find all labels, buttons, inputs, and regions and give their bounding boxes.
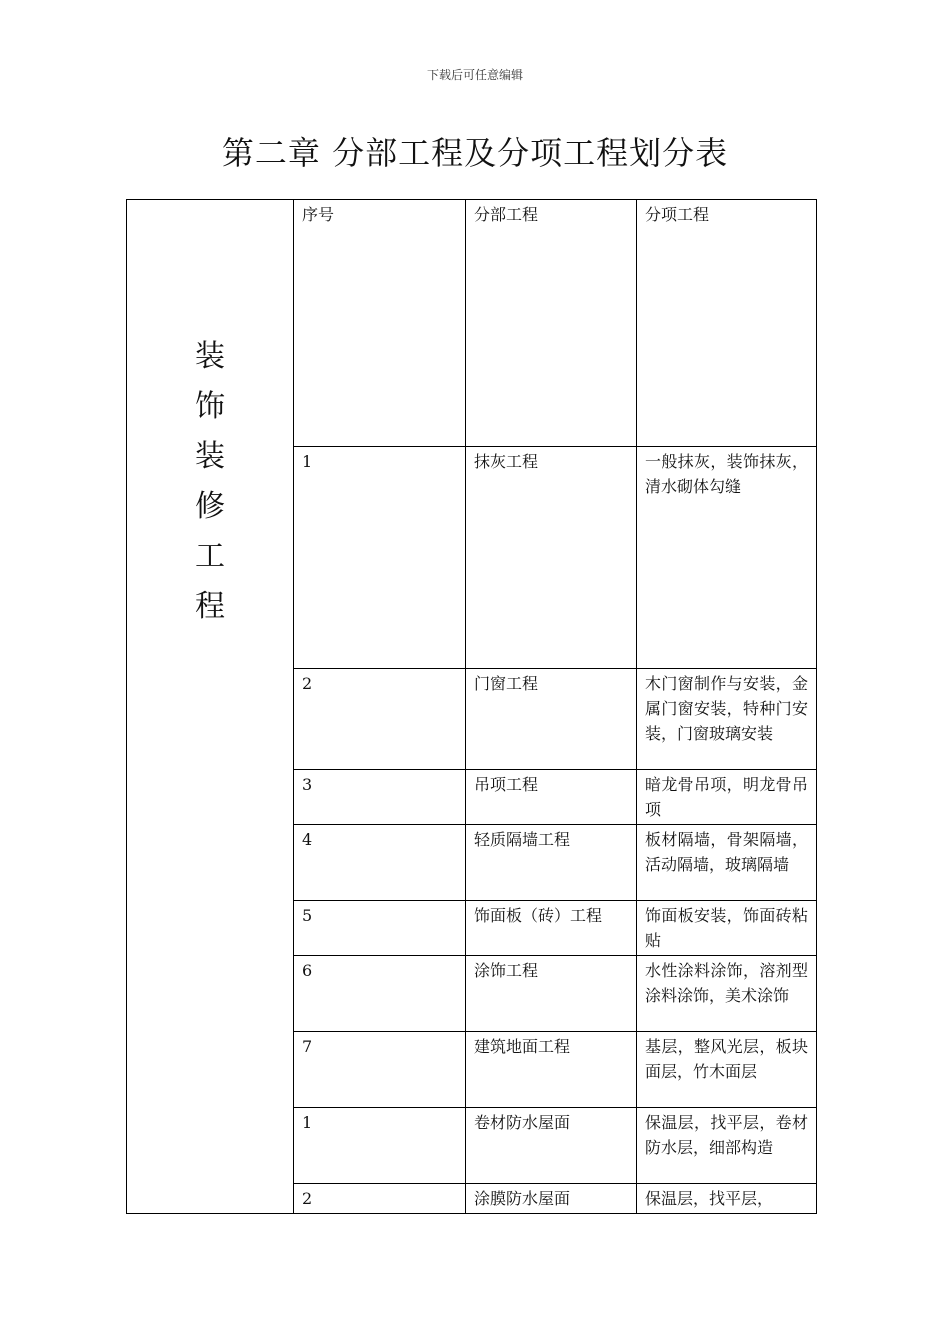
- row-division: 涂膜防水屋面: [466, 1184, 637, 1214]
- header-division: 分部工程: [466, 200, 637, 447]
- row-subitem: 水性涂料涂饰，溶剂型涂料涂饰，美术涂饰: [637, 956, 817, 1032]
- table-header-row: [127, 200, 817, 447]
- row-index: 2: [294, 669, 466, 770]
- row-division: 吊项工程: [466, 770, 637, 825]
- row-division: 涂饰工程: [466, 956, 637, 1032]
- row-division: 卷材防水屋面: [466, 1108, 637, 1184]
- division-table: [126, 199, 817, 1214]
- page-header-note: 下载后可任意编辑: [426, 68, 523, 82]
- row-index: 1: [294, 1108, 466, 1184]
- row-subitem: 暗龙骨吊项，明龙骨吊项: [637, 770, 817, 825]
- row-index: 6: [294, 956, 466, 1032]
- row-index: 3: [294, 770, 466, 825]
- row-subitem: 板材隔墙，骨架隔墙，活动隔墙，玻璃隔墙: [637, 825, 817, 901]
- row-division: 建筑地面工程: [466, 1032, 637, 1108]
- row-subitem: 保温层，找平层，: [637, 1184, 817, 1214]
- row-division: 门窗工程: [466, 669, 637, 770]
- row-subitem: 基层，整风光层，板块面层，竹木面层: [637, 1032, 817, 1108]
- page-title: 第二章 分部工程及分项工程划分表: [221, 134, 729, 172]
- header-index: 序号: [294, 200, 466, 447]
- row-subitem: 保温层，找平层，卷材防水层，细部构造: [637, 1108, 817, 1184]
- row-division: 轻质隔墙工程: [466, 825, 637, 901]
- row-index: 7: [294, 1032, 466, 1108]
- row-index: 5: [294, 901, 466, 956]
- row-division: 饰面板（砖）工程: [466, 901, 637, 956]
- header-subitem: 分项工程: [637, 200, 817, 447]
- side-label-cell: [127, 200, 294, 1214]
- row-subitem: 饰面板安装，饰面砖粘贴: [637, 901, 817, 956]
- row-division: 抹灰工程: [466, 447, 637, 669]
- row-index: 1: [294, 447, 466, 669]
- side-label: 装饰装修工程: [195, 339, 225, 624]
- row-index: 2: [294, 1184, 466, 1214]
- row-index: 4: [294, 825, 466, 901]
- row-subitem: 木门窗制作与安装，金属门窗安装，特种门安装，门窗玻璃安装: [637, 669, 817, 770]
- row-subitem: 一般抹灰，装饰抹灰，清水砌体勾缝: [637, 447, 817, 669]
